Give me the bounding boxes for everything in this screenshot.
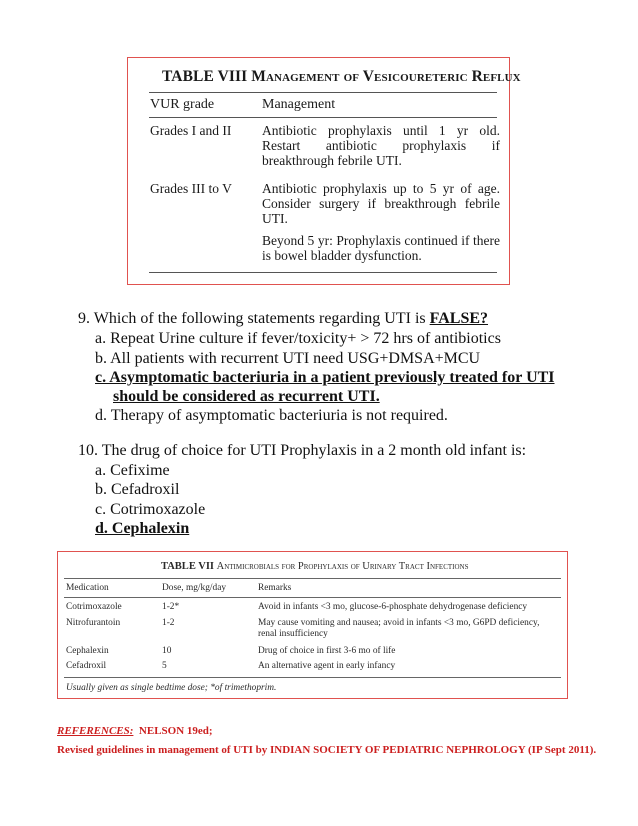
col-header-remarks: Remarks: [258, 583, 292, 593]
row-dose: 1-2*: [162, 602, 180, 612]
row-management: [262, 123, 500, 168]
table-rule: [64, 597, 561, 598]
q9-option-a: a. Repeat Urine culture if fever/toxicity+ > 72 hrs of antibiotics: [95, 330, 501, 347]
col-header-management: Management: [262, 97, 336, 112]
question-9-false-emphasis: FALSE?: [429, 310, 489, 327]
q9-option-b: b. All patients with recurrent UTI need USG+DMSA+MCU: [95, 350, 481, 367]
row-medication: Cotrimoxazole: [66, 602, 122, 612]
table-vii-uti-prophylaxis: [57, 551, 568, 699]
table-vii-title-lead: TABLE VII: [161, 561, 215, 572]
q10-option-a: a. Cefixime: [95, 462, 170, 479]
table-rule: [64, 578, 561, 579]
question-10-stem: 10. The drug of choice for UTI Prophylaxis in a 2 month old infant is:: [78, 442, 527, 459]
row-medication: Cefadroxil: [66, 661, 107, 671]
q9-option-d: d. Therapy of asymptomatic bacteriuria is not required.: [95, 407, 448, 424]
col-header-vur-grade: VUR grade: [150, 97, 215, 112]
row-dose: 10: [162, 646, 172, 656]
management-text: Beyond 5 yr: Prophylaxis continued if there is bowel bladder dysfunction.: [262, 233, 500, 263]
references-line-2: Revised guidelines in management of UTI by INDIAN SOCIETY OF PEDIATRIC NEPHROLOGY (IP Sept 2011).: [57, 744, 597, 756]
row-medication: Nitrofurantoin: [66, 618, 121, 628]
table-viii-title-lead: TABLE VIII: [162, 68, 248, 85]
table-vii-footnote: Usually given as single bedtime dose; *of trimethoprim.: [66, 683, 277, 693]
row-dose: 5: [162, 661, 167, 671]
q10-option-d-answer: d. Cephalexin: [95, 520, 190, 537]
table-rule: [149, 272, 497, 273]
management-text: Antibiotic prophylaxis until 1 yr old. Restart antibiotic prophylaxis if breakthrough febrile UTI.: [262, 123, 500, 168]
row-remarks: Avoid in infants <3 mo, glucose-6-phosphate dehydrogenase deficiency: [258, 602, 528, 612]
row-grade: Grades III to V: [150, 181, 232, 196]
table-vii-title: [161, 561, 468, 572]
q10-option-c: c. Cotrimoxazole: [95, 501, 206, 518]
q10-option-b: b. Cefadroxil: [95, 481, 180, 498]
table-viii-title-rest: Management of Vesicoureteric Reflux: [251, 68, 521, 85]
table-viii-vur-management: [127, 57, 521, 285]
table-rule: [149, 92, 497, 93]
references-label: REFERENCES:: [57, 725, 134, 737]
row-dose: 1-2: [162, 618, 175, 628]
row-remarks: Drug of choice in first 3-6 mo of life: [258, 646, 396, 656]
col-header-medication: Medication: [66, 583, 109, 593]
references-line-1: [57, 725, 213, 737]
row-remarks: May cause vomiting and nausea; avoid in infants <3 mo, G6PD deficiency, renal insufficiency: [258, 618, 540, 639]
table-rule: [149, 117, 497, 118]
table-rule: [64, 677, 561, 678]
table-viii-title: [162, 68, 521, 86]
row-grade: Grades I and II: [150, 123, 232, 138]
q9-option-c-answer-cont: should be considered as recurrent UTI.: [113, 388, 380, 405]
question-9-stem: [78, 309, 488, 329]
management-text: Antibiotic prophylaxis up to 5 yr of age. Consider surgery if breakthrough febrile UTI.: [262, 181, 500, 226]
row-management: [262, 181, 500, 263]
references-nelson: NELSON 19ed;: [133, 725, 213, 737]
row-remarks: An alternative agent in early infancy: [258, 661, 396, 671]
table-vii-title-rest: Antimicrobials for Prophylaxis of Urinary Tract Infections: [216, 561, 469, 572]
col-header-dose: Dose, mg/kg/day: [162, 583, 227, 593]
question-9-stem-text: 9. Which of the following statements regarding UTI is: [78, 310, 430, 327]
q9-option-c-answer: c. Asymptomatic bacteriuria in a patient previously treated for UTI: [95, 369, 555, 386]
row-medication: Cephalexin: [66, 646, 109, 656]
